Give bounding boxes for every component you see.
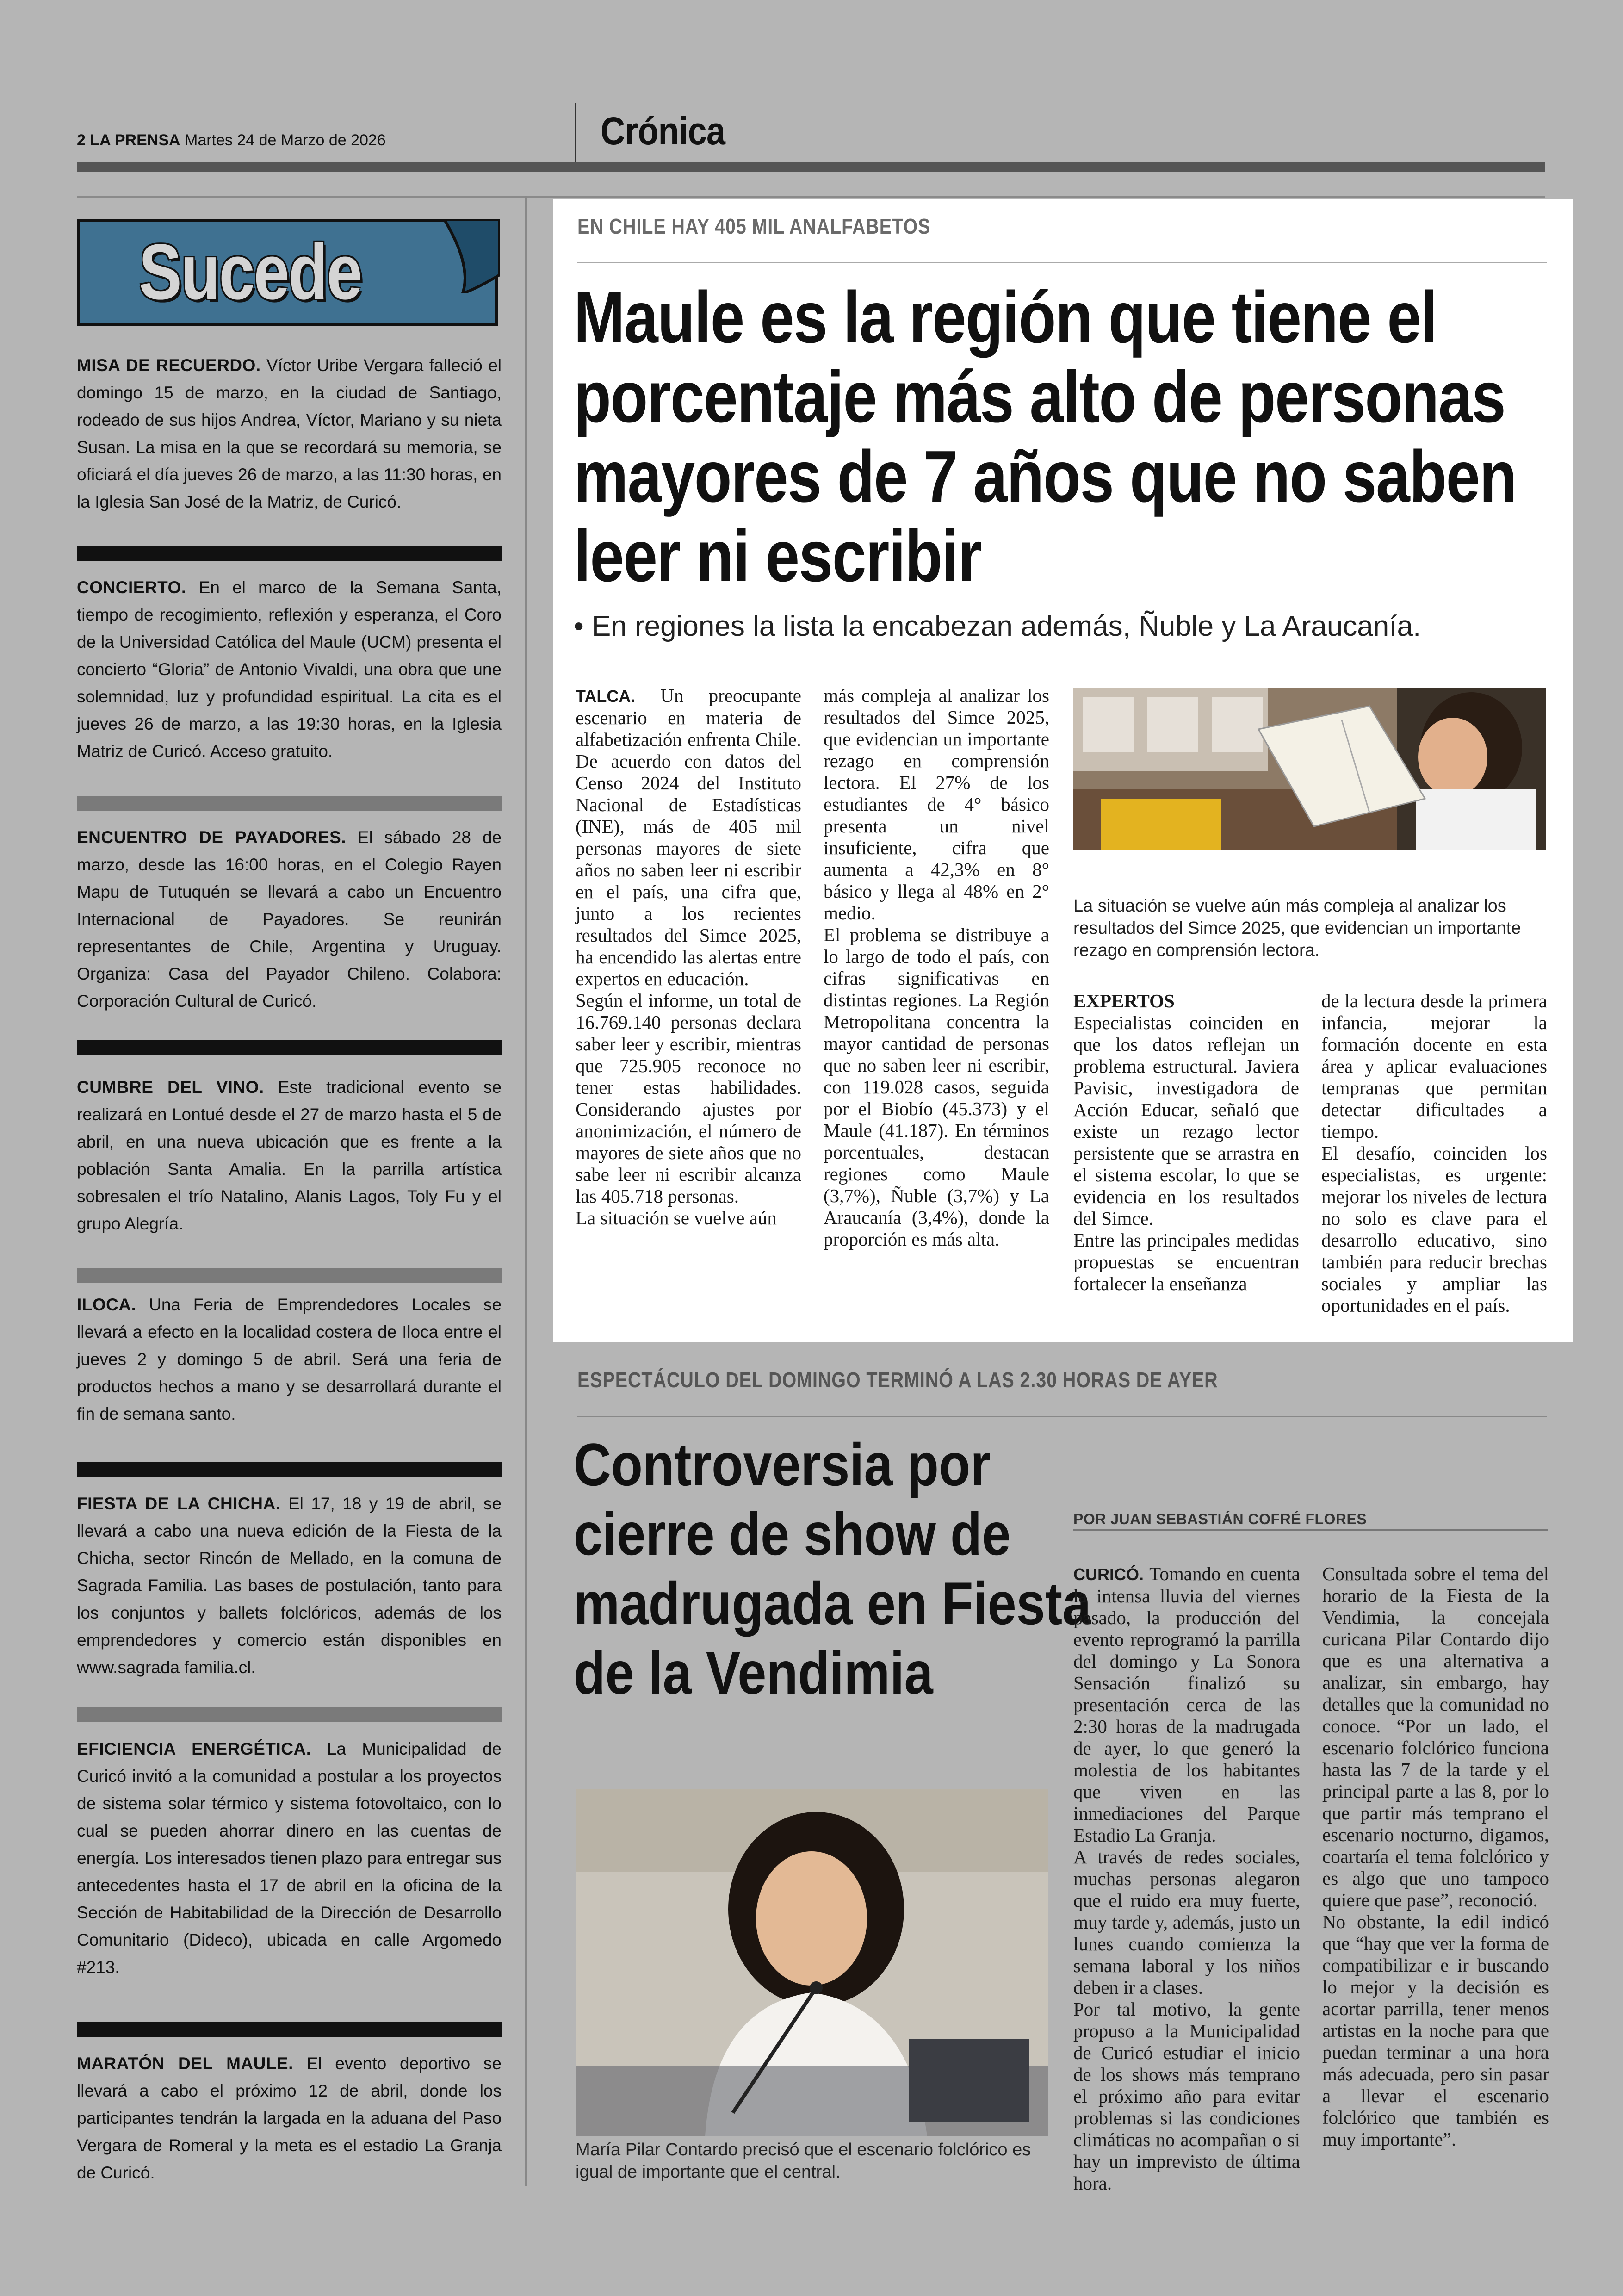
sidebar-item [77,1074,502,1237]
sidebar-item-heading: CUMBRE DEL VINO. [77,1078,264,1097]
publication-date: Martes 24 de Marzo de 2026 [185,131,386,149]
article2-column-2 [1322,1563,1549,2150]
paragraph: A través de redes sociales, muchas personas alegaron que el ruido era muy fuerte, muy tarde y, además, justo un lunes cuando comienza la semana laboral y los niños deben ir a clases. [1073,1846,1300,1998]
sidebar-title: Sucede [139,228,362,316]
sidebar-item-text: El 17, 18 y 19 de abril, se llevará a cabo una nueva edición de la Fiesta de la Chicha, sector Rincón de Mellado, en la comuna de Sagrada Familia. Las bases de postulación, tanto para los conjuntos y ballets folclóricos, además de los emprendedores y comercio están disponibles en www.sagrada familia.cl. [77,1494,502,1677]
article-kicker: EN CHILE HAY 405 MIL ANALFABETOS [577,214,931,238]
sidebar-separator [77,1707,502,1722]
paragraph: El problema se distribuye a lo largo de todo el país, con cifras significativas en distintas regiones. La Región Metropolitana concentra la mayor cantidad de personas que no saben leer ni escribir, con 119.028 casos, seguida por el Biobío (45.373) y el Maule (41.187). En términos porcentuales, destacan regiones como Maule (3,7%), Ñuble (3,7%) y La Araucanía (3,4%), donde la proporción es más alta. [824,924,1049,1250]
paragraph: Consultada sobre el tema del horario de la Fiesta de la Vendimia, la concejala curicana Pilar Contardo dijo que es una alternativa a analizar, sin embargo, hay detalles que la comunidad no conoce. “Por un lado, el escenario folclórico funciona hasta las 7 de la tarde y el principal parte a las 8, por lo que partir más temprano el escenario nocturno, digamos, coartaría el tema folclórico y es algo que uno tampoco quiere que pase”, reconoció. [1322,1563,1549,1911]
sidebar-item-heading: MISA DE RECUERDO. [77,356,261,375]
sidebar-item [77,1735,502,1981]
kicker-rule [577,262,1547,263]
article-subhead-text: En regiones la lista la encabezan además, Ñuble y La Araucanía. [591,610,1421,642]
sidebar-item [77,1291,502,1427]
photo-caption: La situación se vuelve aún más compleja al analizar los resultados del Simce 2025, que evidencian un importante rezago en comprensión lectora. [1073,896,1521,960]
sidebar-item-heading: ILOCA. [77,1295,136,1314]
sidebar-separator [77,1268,502,1283]
photo-caption: María Pilar Contardo precisó que el escenario folclórico es igual de importante que el central. [576,2140,1031,2182]
paragraph: de la lectura desde la primera infancia, mejorar la formación docente en esta área y aplicar evaluaciones tempranas que permitan detectar dificultades a tiempo. [1321,990,1547,1142]
sidebar-item-heading: EFICIENCIA ENERGÉTICA. [77,1739,311,1758]
sidebar-separator [77,2022,502,2037]
article2-column-1 [1073,1563,1300,2194]
paragraph: Un preocupante escenario en materia de alfabetización enfrenta Chile. De acuerdo con datos del Censo 2024 del Instituto Nacional de Estadísticas (INE), más de 405 mil personas mayores de siete años no saben leer ni escribir en el país, una cifra que, junto a los recientes resultados del Simce 2025, ha encendido las alertas entre expertos en educación. [576,685,801,989]
column-divider [525,196,527,2186]
sidebar-item-text: El sábado 28 de marzo, desde las 16:00 horas, en el Colegio Rayen Mapu de Tutuquén se llevará a cabo un Encuentro Internacional de Payadores. Se reunirán representantes de Chile, Argentina y Uruguay. Organiza: Casa del Payador Chileno. Colabora: Corporación Cultural de Curicó. [77,828,502,1011]
byline-rule [1073,1529,1548,1531]
sidebar-item-text: La Municipalidad de Curicó invitó a la comunidad a postular a los proyectos de sistema solar térmico y sistema fotovoltaico, con lo cual se pueden ahorrar dinero en las cuentas de energía. Los interesados tienen plazo para entregar sus antecedentes hasta el 17 de abril en la oficina de la Sección de Habitabilidad de la Dirección de Desarrollo Comunitario (Dideco), ubicada en calle Argomedo #213. [77,1739,502,1977]
article-column-1 [576,685,801,1229]
article2-kicker: ESPECTÁCULO DEL DOMINGO TERMINÓ A LAS 2.30 HORAS DE AYER [577,1368,1218,1392]
sidebar-separator [77,1462,502,1477]
page-header-info [77,131,386,149]
article-subhead [574,610,1421,643]
sidebar-item-text: El evento deportivo se llevará a cabo el próximo 12 de abril, donde los participantes tendrán la largada en la aduana del Paso Vergara de Romeral y la meta es el estadio La Granja de Curicó. [77,2054,502,2182]
sidebar-item-text: Víctor Uribe Vergara falleció el domingo 15 de marzo, en la ciudad de Santiago, rodeado de sus hijos Andrea, Víctor, Mariano y su nieta Susan. La misa en la que se recordará su memoria, se oficiará el día jueves 26 de marzo, a las 11:30 horas, en la Iglesia San José de la Matriz, de Curicó. [77,356,502,511]
article2-headline: Controversia por cierre de show de madrugada en Fiesta de la Vendimia [574,1431,1091,1706]
sidebar-item-heading: CONCIERTO. [77,578,186,597]
bullet-icon: • [574,610,584,642]
dateline: TALCA. [576,687,636,706]
sidebar-item-heading: ENCUENTRO DE PAYADORES. [77,828,347,847]
header-bar [77,162,1545,172]
paragraph: Tomando en cuenta la intensa lluvia del viernes pasado, la producción del evento reprogramó la parrilla del domingo y La Sonora Sensación finalizó su presentación cerca de las 2:30 horas de la madrugada de ayer, lo que generó la molestia de los habitantes que viven en las inmediaciones del Parque Estadio La Granja. [1073,1563,1300,1846]
sidebar-item [77,2050,502,2186]
header-divider [575,103,576,163]
sidebar-item-text: Este tradicional evento se realizará en Lontué desde el 27 de marzo hasta el 5 de abril, en una nueva ubicación que es frente a la población Santa Amalia. En la parrilla artística sobresalen el trío Natalino, Alanis Lagos, Toly Fu y el grupo Alegría. [77,1078,502,1233]
sidebar-separator [77,1040,502,1055]
paragraph: más compleja al analizar los resultados del Simce 2025, que evidencian un importante rezago en comprensión lectora. El 27% de los estudiantes de 4° básico presenta un nivel insuficiente, cifra que aumenta a 42,3% en 8° básico y llega al 48% en 2° medio. [824,685,1049,924]
publication-name: LA PRENSA [90,131,180,149]
paragraph: Según el informe, un total de 16.769.140 personas declara saber leer y escribir, mientras que 725.905 reconoce no tener estas habilidades. Considerando ajustes por anonimización, el número de mayores de siete años que no sabe leer ni escribir alcanza las 405.718 personas. [576,990,801,1207]
article2-photo-portrait [576,1789,1048,2136]
paragraph: Especialistas coinciden en que los datos reflejan un problema estructural. Javiera Pavisic, investigadora de Acción Educar, señaló que existe un rezago lector persistente que se arrastra en el sistema escolar, lo que se evidencia en los resultados del Simce. [1073,1012,1299,1229]
page-number: 2 [77,131,86,149]
paragraph: Entre las principales medidas propuestas se encuentran fortalecer la enseñanza [1073,1229,1299,1294]
article-column-2 [824,685,1049,1250]
sidebar-item-heading: MARATÓN DEL MAULE. [77,2054,293,2073]
paragraph: El desafío, coinciden los especialistas, es urgente: mejorar los niveles de lectura no solo es clave para el desarrollo educativo, sino también para reducir brechas sociales y ampliar las oportunidades en el país. [1321,1142,1547,1316]
paragraph: No obstante, la edil indicó que “hay que ver la forma de compatibilizar e ir buscando lo mejor y la decisión es acortar parrilla, tener menos artistas en la noche para que puedan terminar a una hora más adecuada, pero sin pasar a llevar el escenario folclórico que también es muy importante”. [1322,1911,1549,2150]
section-title: Crónica [601,109,725,153]
dateline: CURICÓ. [1073,1565,1144,1584]
kicker-rule [577,1416,1547,1417]
header-rule [77,196,1545,198]
sidebar-item [77,352,502,515]
sidebar-item [77,824,502,1015]
article-headline: Maule es la región que tiene el porcentaje más alto de personas mayores de 7 años que no saben leer ni escribir [574,277,1516,597]
article-photo-girl-reading [1073,688,1546,850]
paragraph: Por tal motivo, la gente propuso a la Municipalidad de Curicó estudiar el inicio de los shows más temprano el próximo año para evitar problemas si las condiciones climáticas no acompañan o si hay un imprevisto de última hora. [1073,1998,1300,2194]
page-curl-icon [444,219,500,293]
sidebar-separator [77,796,502,811]
section-subheading: EXPERTOS [1073,990,1175,1011]
sidebar-item [77,574,502,765]
sidebar-item [77,1490,502,1681]
sidebar-separator [77,546,502,561]
article-column-3 [1073,990,1299,1295]
byline: POR JUAN SEBASTIÁN COFRÉ FLORES [1073,1511,1367,1527]
article-column-4 [1321,990,1547,1316]
sidebar-item-heading: FIESTA DE LA CHICHA. [77,1494,281,1513]
sidebar-item-text: En el marco de la Semana Santa, tiempo de recogimiento, reflexión y esperanza, el Coro de la Universidad Católica del Maule (UCM) presenta el concierto “Gloria” de Antonio Vivaldi, una obra que une solemnidad, luz y profundidad espiritual. La cita es el jueves 26 de marzo, a las 19:30 horas, en la Iglesia Matriz de Curicó. Acceso gratuito. [77,578,502,761]
paragraph: La situación se vuelve aún [576,1207,777,1229]
sidebar-item-text: Una Feria de Emprendedores Locales se llevará a efecto en la localidad costera de Iloca entre el jueves 2 y domingo 5 de abril. Será una feria de productos hechos a mano y se desarrollará durante el fin de semana santo. [77,1295,502,1423]
